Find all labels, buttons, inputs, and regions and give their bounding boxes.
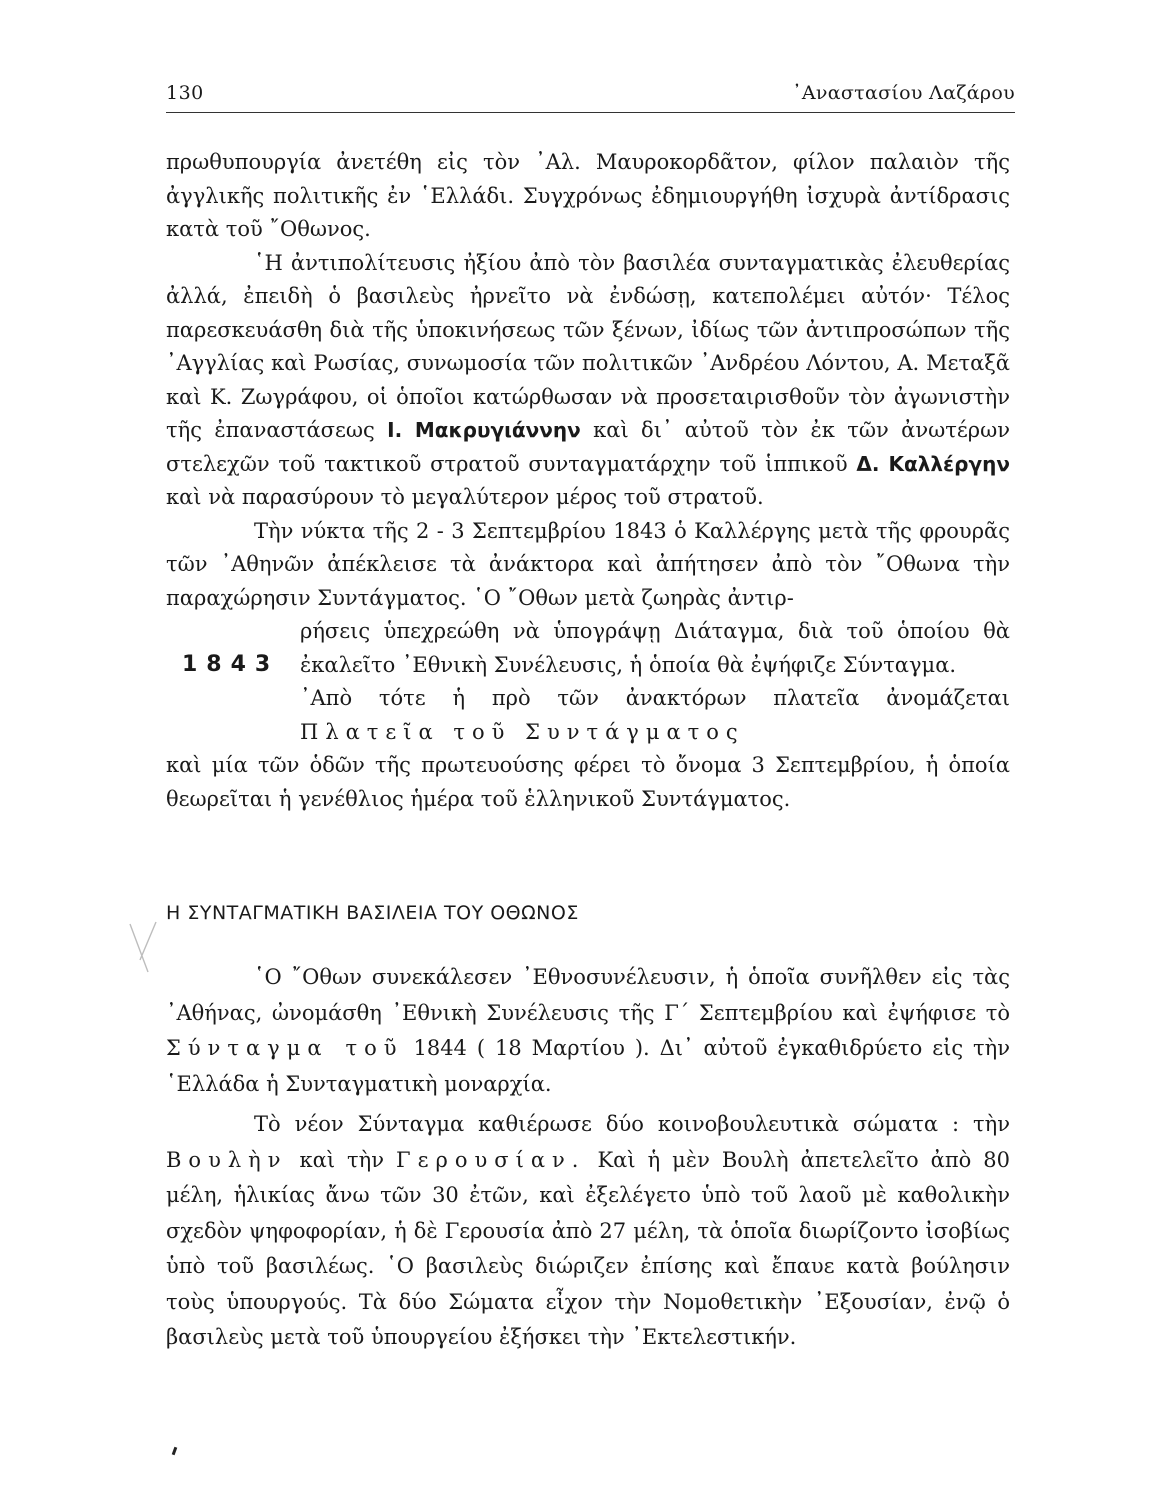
text-run: καὶ νὰ παρασύρουν τὸ μεγαλύτερον μέρος τοῦ στρατοῦ. (166, 485, 764, 509)
side-note-block (182, 615, 1010, 749)
text-run: καὶ δι᾿ αὐτοῦ τὸν ἐκ τῶν ἀνωτέρων στελεχῶν τοῦ τακτικοῦ στρατοῦ συνταγματάρχην τοῦ ἱππικοῦ (166, 418, 1010, 476)
paragraph: πρωθυπουργία ἀνετέθη εἰς τὸν ᾿Αλ. Μαυροκορδᾶτον, φίλον παλαιὸν τῆς ἀγγλικῆς πολιτικῆς ἐν ῾Ελλάδι. Συγχρόνως ἐδημιουργήθη ἰσχυρὰ ἀντίδρασις κατὰ τοῦ ῎Οθωνος. (166, 150, 1010, 241)
text-run: ᾿Απὸ τότε ἡ πρὸ τῶν ἀνακτόρων πλατεῖα ἀνομάζεται (300, 686, 1010, 710)
spaced-text: Βουλὴν (166, 1147, 288, 1172)
text-run: καὶ τὴν (299, 1147, 385, 1172)
paragraph (300, 682, 1010, 749)
paragraph (166, 960, 1010, 1102)
text-run: 1844 ( 18 Μαρτίου ). Δι᾿ αὐτοῦ ἐγκαθιδρύετο εἰς τὴν ῾Ελλάδα ἡ Συνταγματικὴ μοναρχία. (166, 1036, 1010, 1096)
pencil-mark-icon (126, 920, 162, 976)
spaced-text: Πλατεῖα τοῦ Συντάγματος (300, 719, 745, 744)
text-run: ῾Ο ῎Οθων συνεκάλεσεν ᾿Εθνοσυνέλευσιν, ἡ ὁποῖα συνῆλθεν εἰς τὰς ᾿Αθήνας, ὠνομάσθη ᾿Εθνικὴ Συνέλευσις τῆς Γ´ Σεπτεμβρίου καὶ ἐψήφισε τὸ (166, 965, 1010, 1025)
text-run: Καὶ ἡ μὲν Βουλὴ ἀπετελεῖτο ἀπὸ 80 μέλη, ἡλικίας ἄνω τῶν 30 ἐτῶν, καὶ ἐξελέγετο ὑπὸ τοῦ λαοῦ μὲ καθολικὴν σχεδὸν ψηφοφορίαν, ἡ δὲ Γερουσία ἀπὸ 27 μέλη, τὰ ὁποῖα διωρίζοντο ἰσοβίως ὑπὸ τοῦ βασιλέως. ῾Ο βασιλεὺς διώριζεν ἐπίσης καὶ ἔπαυε κατὰ βούλησιν τοὺς ὑπουργούς. Τὰ δύο Σώματα εἶχον τὴν Νομοθετικὴν ᾿Εξουσίαν, ἐνῷ ὁ βασιλεὺς μετὰ τοῦ ὑπουργείου ἐξήσκει τὴν ᾿Εκτελεστικήν. (166, 1147, 1010, 1349)
page-number: 130 (166, 82, 204, 104)
spaced-text: Γερουσίαν. (396, 1147, 586, 1172)
text-run: ῾Η ἀντιπολίτευσις ἠξίου ἀπὸ τὸν βασιλέα συνταγματικὰς ἐλευθερίας ἀλλά, ἐπειδὴ ὁ βασιλεὺς ἠρνεῖτο νὰ ἐνδώσῃ, κατεπολέμει αὐτόν· Τέλος παρεσκευάσθη διὰ τῆς ὑποκινήσεως τῶν ξένων, ἰδίως τῶν ἀντιπροσώπων τῆς ᾿Αγγλίας καὶ Ρωσίας, συνωμοσία τῶν πολιτικῶν ᾿Ανδρέου Λόντου, Α. Μεταξᾶ καὶ Κ. Ζωγράφου, οἱ ὁποῖοι κατώρθωσαν νὰ προσεταιρισθοῦν τὸν ἀγωνιστὴν τῆς ἐπαναστάσεως (166, 250, 1010, 442)
running-head: ᾿Αναστασίου Λαζάρου (792, 82, 1015, 104)
ink-speck (172, 1447, 178, 1456)
paragraph: καὶ μία τῶν ὁδῶν τῆς πρωτευούσης φέρει τὸ ὄνομα 3 Σεπτεμβρίου, ἡ ὁποία θεωρεῖται ἡ γενέθλιος ἡμέρα τοῦ ἑλληνικοῦ Συντάγματος. (166, 753, 1010, 811)
page-header (166, 78, 1015, 113)
paragraph (166, 1107, 1010, 1356)
section-text (166, 960, 1010, 1361)
text-run: Τὸ νέον Σύνταγμα καθιέρωσε δύο κοινοβουλευτικὰ σώματα : τὴν (254, 1112, 1010, 1136)
paragraph: ρήσεις ὑπεχρεώθη νὰ ὑπογράψῃ Διάταγμα, διὰ τοῦ ὁποίου θὰ ἐκαλεῖτο ᾿Εθνικὴ Συνέλευσις, ἡ ὁποία θὰ ἐψήφιζε Σύνταγμα. (300, 619, 1010, 677)
spaced-text: Σύνταγμα τοῦ (166, 1036, 404, 1060)
bold-name: Δ. Καλλέργην (856, 451, 1010, 476)
main-text (166, 146, 1010, 816)
paragraph (166, 247, 1010, 515)
margin-year: 1843 (182, 652, 280, 677)
paragraph: Τὴν νύκτα τῆς 2 - 3 Σεπτεμβρίου 1843 ὁ Καλλέργης μετὰ τῆς φρουρᾶς τῶν ᾿Αθηνῶν ἀπέκλεισε τὰ ἀνάκτορα καὶ ἀπήτησεν ἀπὸ τὸν ῎Οθωνα τὴν παραχώρησιν Συντάγματος. ῾Ο ῎Οθων μετὰ ζωηρὰς ἀντιρ- (166, 518, 1010, 610)
bold-name: Ι. Μακρυγιάννην (387, 418, 581, 442)
section-heading: Η ΣΥΝΤΑΓΜΑΤΙΚΗ ΒΑΣΙΛΕΙΑ ΤΟΥ ΟΘΩΝΟΣ (166, 902, 579, 924)
